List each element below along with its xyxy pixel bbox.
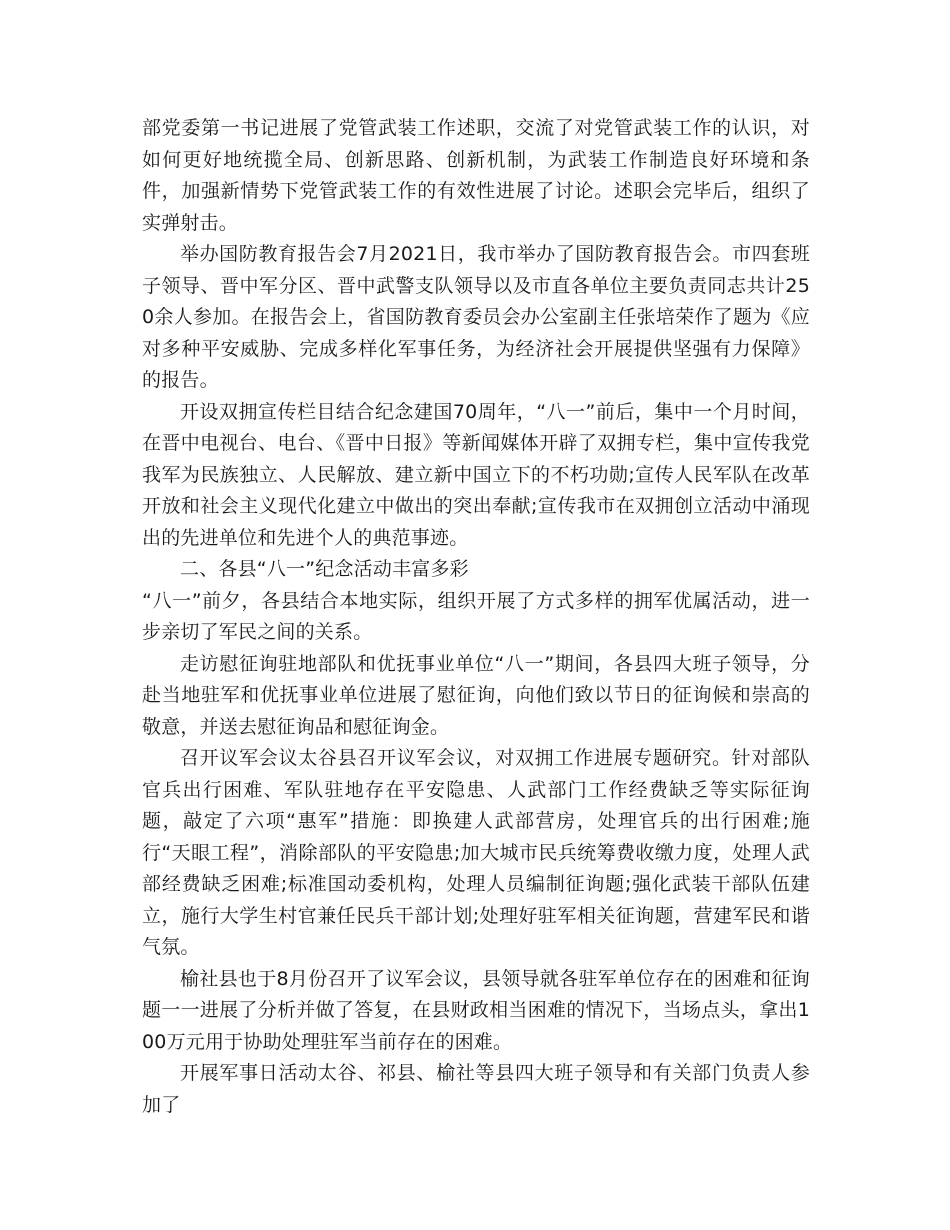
section-heading: 二、各县“八一”纪念活动丰富多彩: [180, 558, 469, 580]
paragraph-9: 开展军事日活动太谷、祁县、榆社等县四大班子领导和有关部门负责人参加了: [142, 1062, 810, 1116]
paragraph-7: 召开议军会议太谷县召开议军会议，对双拥工作进展专题研究。针对部队官兵出行困难、军队驻地存在平安隐患、人武部门工作经费缺乏等实际征询题，敲定了六项“惠军”措施：即换建人武部营房，处理官兵的出行困难;施行“天眼工程”，消除部队的平安隐患;加大城市民兵统筹费收缴力度，处理人武部经费缺乏困难;标准国动委机构，处理人员编制征询题;强化武装干部队伍建立，施行大学生村官兼任民兵干部计划;处理好驻军相关征询题，营建军民和谐气氛。: [142, 747, 810, 958]
paragraph-5: “八一”前夕，各县结合本地实际，组织开展了方式多样的拥军优属活动，进一步亲切了军民之间的关系。: [142, 589, 810, 643]
document-body: [142, 113, 810, 1121]
paragraph-2: 举办国防教育报告会7月2021日，我市举办了国防教育报告会。市四套班子领导、晋中军分区、晋中武警支队领导以及市直各单位主要负责同志共计250余人参加。在报告会上，省国防教育委员会办公室副主任张培荣作了题为《应对多种平安威胁、完成多样化军事任务，为经济社会开展提供坚强有力保障》的报告。: [142, 243, 810, 391]
paragraph-3: 开设双拥宣传栏目结合纪念建国70周年，“八一”前后，集中一个月时间，在晋中电视台、电台、《晋中日报》等新闻媒体开辟了双拥专栏，集中宣传我党我军为民族独立、人民解放、建立新中国立下的不朽功勋;宣传人民军队在改革开放和社会主义现代化建立中做出的突出奉献;宣传我市在双拥创立活动中涌现出的先进单位和先进个人的典范事迹。: [142, 400, 810, 549]
paragraph-6: 走访慰征询驻地部队和优抚事业单位“八一”期间，各县四大班子领导，分赴当地驻军和优抚事业单位进展了慰征询，向他们致以节日的征询候和崇高的敬意，并送去慰征询品和慰征询金。: [142, 652, 810, 738]
paragraph-1: 部党委第一书记进展了党管武装工作述职，交流了对党管武装工作的认识，对如何更好地统揽全局、创新思路、创新机制，为武装工作制造良好环境和条件，加强新情势下党管武装工作的有效性进展了讨论。述职会完毕后，组织了实弹射击。: [142, 117, 810, 234]
paragraph-8: 榆社县也于8月份召开了议军会议，县领导就各驻军单位存在的困难和征询题一一进展了分析并做了答复，在县财政相当困难的情况下，当场点头，拿出100万元用于协助处理驻军当前存在的困难。: [142, 967, 810, 1053]
